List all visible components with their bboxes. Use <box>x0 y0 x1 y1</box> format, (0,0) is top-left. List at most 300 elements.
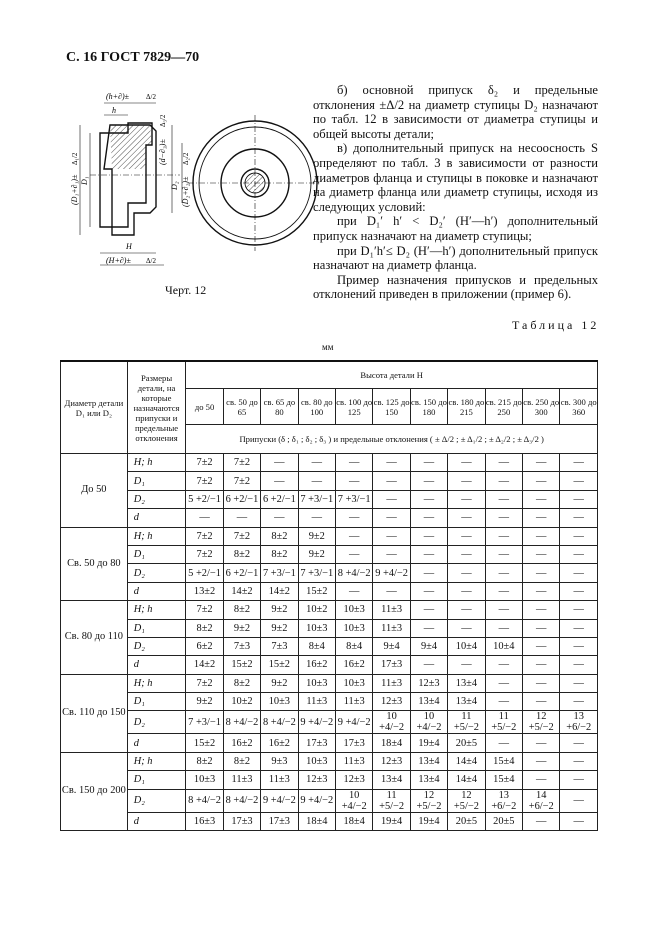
allowance-cell: — <box>410 490 447 508</box>
allowance-cell: — <box>448 601 485 619</box>
size-parameter: D₂ <box>127 789 186 812</box>
allowance-cell: 17±3 <box>298 734 335 752</box>
allowance-cell: — <box>523 527 560 545</box>
allowance-cell: 9±2 <box>298 527 335 545</box>
size-parameter: d <box>127 656 186 674</box>
allowance-cell: — <box>485 656 522 674</box>
allowance-cell: — <box>448 564 485 582</box>
allowance-cell: 11±3 <box>298 693 335 711</box>
allowance-cell: — <box>448 582 485 600</box>
allowance-cell: 12±3 <box>298 771 335 789</box>
allowance-cell: — <box>560 734 598 752</box>
label-d2-b: (D₂+∂₂)± <box>181 176 190 207</box>
height-range-header: св. 50 до 65 <box>223 389 260 425</box>
allowance-cell: 8±2 <box>223 545 260 563</box>
allowance-cell: — <box>523 545 560 563</box>
diameter-group-label: Св. 150 до 200 <box>61 752 128 830</box>
allowance-cell: — <box>560 619 598 637</box>
size-parameter: H; h <box>127 454 186 472</box>
allowance-cell: 9±2 <box>298 545 335 563</box>
allowance-cell: 13 +6/−2 <box>560 711 598 734</box>
label-top-frac: Δ/2 <box>146 93 156 101</box>
allowance-cell: 11±3 <box>335 752 372 770</box>
allowance-cell: 19±4 <box>410 812 447 830</box>
table-row <box>61 812 598 830</box>
allowance-cell: 7±2 <box>223 527 260 545</box>
allowance-cell: 7±2 <box>223 454 260 472</box>
allowance-cell: 10±3 <box>186 771 223 789</box>
allowance-cell: — <box>448 454 485 472</box>
allowance-cell: 8±4 <box>335 637 372 655</box>
allowance-cell: 9±2 <box>223 619 260 637</box>
allowance-cell: — <box>560 789 598 812</box>
table-row <box>61 545 598 563</box>
allowance-cell: 17±3 <box>261 812 298 830</box>
size-parameter: H; h <box>127 601 186 619</box>
allowance-cell: 18±4 <box>335 812 372 830</box>
allowance-cell: 8±2 <box>261 527 298 545</box>
allowance-cell: 8±2 <box>223 752 260 770</box>
allowance-cell: — <box>485 693 522 711</box>
allowance-cell: — <box>485 734 522 752</box>
table-unit: мм <box>322 342 334 352</box>
height-range-header: св. 80 до 100 <box>298 389 335 425</box>
allowance-cell: — <box>560 527 598 545</box>
diameter-group-label: Св. 80 до 110 <box>61 601 128 675</box>
allowance-cell: 9 +4/−2 <box>335 711 372 734</box>
allowance-cell: 15±4 <box>485 771 522 789</box>
allowance-cell: 11±3 <box>373 619 410 637</box>
allowance-cell: — <box>335 582 372 600</box>
size-parameter: D₂ <box>127 490 186 508</box>
allowance-cell: — <box>410 619 447 637</box>
allowance-cell: — <box>261 472 298 490</box>
allowance-cell: 10±3 <box>298 674 335 692</box>
allowance-cell: — <box>560 771 598 789</box>
allowance-cell: — <box>373 454 410 472</box>
table-row <box>61 472 598 490</box>
allowance-cell: — <box>448 472 485 490</box>
paragraph-cond1: при D₁′ h′ < D₂′ (H′—h′) дополнительный припуск назначают на диаметр ступицы; <box>313 214 598 243</box>
allowance-cell: 14±2 <box>223 582 260 600</box>
allowance-cell: — <box>298 472 335 490</box>
allowance-cell: 7 +3/−1 <box>298 564 335 582</box>
size-parameter: D₁ <box>127 693 186 711</box>
allowance-cell: — <box>410 656 447 674</box>
allowance-cell: — <box>373 509 410 527</box>
allowance-cell: — <box>485 619 522 637</box>
allowance-cell: 9 +4/−2 <box>373 564 410 582</box>
allowance-cell: 6 +2/−1 <box>261 490 298 508</box>
allowance-cell: 7±2 <box>186 454 223 472</box>
table-row <box>61 527 598 545</box>
allowance-cell: 20±5 <box>448 734 485 752</box>
label-top-dim: (h+∂)± <box>106 92 130 101</box>
allowance-cell: 15±2 <box>186 734 223 752</box>
allowance-cell: 5 +2/−1 <box>186 564 223 582</box>
allowance-cell: 8±2 <box>223 674 260 692</box>
allowance-cell: 7±2 <box>186 674 223 692</box>
size-parameter: D₁ <box>127 619 186 637</box>
allowance-cell: 12±3 <box>373 693 410 711</box>
allowance-cell: 12±3 <box>373 752 410 770</box>
allowance-cell: 7±3 <box>261 637 298 655</box>
table-row <box>61 619 598 637</box>
allowance-cell: 7 +3/−1 <box>186 711 223 734</box>
allowance-cell: 8±2 <box>261 545 298 563</box>
allowance-cell: 13±4 <box>448 693 485 711</box>
height-range-header: св. 65 до 80 <box>261 389 298 425</box>
allowance-cell: — <box>410 509 447 527</box>
table-row <box>61 656 598 674</box>
label-right-d-frac: Δ₃/2 <box>159 114 167 127</box>
table-row <box>61 771 598 789</box>
allowance-cell: 9 +4/−2 <box>298 711 335 734</box>
height-range-header: св. 100 до 125 <box>335 389 372 425</box>
table-row <box>61 601 598 619</box>
label-left-outer-frac: Δ₁/2 <box>71 152 79 165</box>
allowance-cell: — <box>485 454 522 472</box>
allowance-cell: 10±4 <box>448 637 485 655</box>
allowance-cell: 13±4 <box>410 693 447 711</box>
allowance-cell: 8±2 <box>186 619 223 637</box>
size-parameter: d <box>127 812 186 830</box>
allowance-cell: 7±2 <box>223 472 260 490</box>
allowance-cell: — <box>523 472 560 490</box>
allowance-cell: — <box>523 490 560 508</box>
allowance-cell: 12±3 <box>410 674 447 692</box>
label-bottom-dim: (H+∂)± <box>106 256 131 265</box>
allowance-cell: 9±3 <box>261 752 298 770</box>
allowance-cell: 8 +4/−2 <box>186 789 223 812</box>
allowance-table <box>60 360 598 831</box>
allowance-header: Припуски (δ ; δ₁ ; δ₂ ; δ₃ ) и предельные отклонения ( ± Δ/2 ; ± Δ₁/2 ; ± Δ₂/2 ; ± Δ₃/2 ) <box>186 425 598 454</box>
allowance-cell: 12 +5/−2 <box>448 789 485 812</box>
allowance-cell: 17±3 <box>223 812 260 830</box>
allowance-cell: 14 +6/−2 <box>523 789 560 812</box>
allowance-cell: — <box>410 545 447 563</box>
allowance-cell: 16±2 <box>335 656 372 674</box>
size-parameter: D₂ <box>127 637 186 655</box>
body-text <box>313 83 598 302</box>
size-parameter: D₂ <box>127 711 186 734</box>
allowance-cell: 11±3 <box>335 693 372 711</box>
allowance-cell: — <box>485 545 522 563</box>
allowance-cell: 8 +4/−2 <box>223 789 260 812</box>
allowance-cell: 12 +5/−2 <box>523 711 560 734</box>
size-parameter: H; h <box>127 674 186 692</box>
allowance-cell: — <box>523 601 560 619</box>
allowance-cell: 18±4 <box>298 812 335 830</box>
allowance-cell: — <box>485 472 522 490</box>
allowance-cell: — <box>560 601 598 619</box>
allowance-cell: — <box>448 656 485 674</box>
allowance-cell: 11 +5/−2 <box>448 711 485 734</box>
allowance-cell: — <box>373 582 410 600</box>
size-parameter: H; h <box>127 752 186 770</box>
allowance-cell: 14±4 <box>448 752 485 770</box>
allowance-cell: — <box>448 490 485 508</box>
col-sizes-header: Размеры детали, на которые назначаются припуски и предельные отклонения <box>127 361 186 454</box>
allowance-cell: 7±2 <box>186 472 223 490</box>
allowance-cell: — <box>335 545 372 563</box>
size-parameter: D₁ <box>127 771 186 789</box>
diameter-group-label: Св. 50 до 80 <box>61 527 128 601</box>
allowance-cell: 17±3 <box>373 656 410 674</box>
allowance-cell: — <box>523 637 560 655</box>
allowance-cell: — <box>410 472 447 490</box>
height-range-header: св. 250 до 300 <box>523 389 560 425</box>
allowance-cell: — <box>523 582 560 600</box>
allowance-cell: 9±2 <box>261 674 298 692</box>
allowance-cell: 16±3 <box>186 812 223 830</box>
allowance-cell: 11±3 <box>373 601 410 619</box>
size-parameter: d <box>127 734 186 752</box>
allowance-cell: — <box>523 509 560 527</box>
allowance-cell: — <box>261 509 298 527</box>
allowance-cell: — <box>523 693 560 711</box>
paragraph-v: в) дополнительный припуск на несоосность S определяют по табл. 3 в зависимости от разности диаметров фланца и ступицы в поковке и назначают на диаметр фланца или диаметр ступицы, исходя из следующих условий: <box>313 141 598 214</box>
allowance-cell: 13±4 <box>410 771 447 789</box>
allowance-cell: — <box>523 752 560 770</box>
label-d2-a: D₂ <box>170 181 179 190</box>
allowance-cell: — <box>410 454 447 472</box>
col-diameter-header: Диаметр детали D₁ или D₂ <box>61 361 128 454</box>
height-range-header: св. 215 до 250 <box>485 389 522 425</box>
size-parameter: d <box>127 582 186 600</box>
allowance-cell: 20±5 <box>485 812 522 830</box>
allowance-cell: — <box>523 454 560 472</box>
allowance-cell: 12±3 <box>335 771 372 789</box>
allowance-cell: 8 +4/−2 <box>223 711 260 734</box>
allowance-cell: 11±3 <box>261 771 298 789</box>
allowance-cell: 13±4 <box>373 771 410 789</box>
allowance-cell: — <box>523 812 560 830</box>
allowance-cell: 9±2 <box>186 693 223 711</box>
size-parameter: H; h <box>127 527 186 545</box>
height-range-header: св. 180 до 215 <box>448 389 485 425</box>
table-row <box>61 582 598 600</box>
allowance-cell: 17±3 <box>335 734 372 752</box>
allowance-cell: — <box>523 771 560 789</box>
allowance-cell: — <box>560 545 598 563</box>
allowance-cell: — <box>560 812 598 830</box>
allowance-cell: 10 +4/−2 <box>410 711 447 734</box>
allowance-cell: — <box>560 674 598 692</box>
allowance-cell: 10±3 <box>298 619 335 637</box>
allowance-cell: — <box>485 582 522 600</box>
size-parameter: D₁ <box>127 472 186 490</box>
allowance-cell: 14±4 <box>448 771 485 789</box>
allowance-cell: — <box>523 656 560 674</box>
allowance-cell: — <box>223 509 260 527</box>
allowance-cell: 7±2 <box>186 545 223 563</box>
allowance-cell: — <box>298 454 335 472</box>
allowance-cell: — <box>560 656 598 674</box>
label-right-d: (d−∂₃)± <box>158 139 167 165</box>
allowance-cell: — <box>186 509 223 527</box>
allowance-cell: 13±4 <box>448 674 485 692</box>
size-parameter: d <box>127 509 186 527</box>
allowance-cell: 10±3 <box>335 601 372 619</box>
allowance-cell: 9±2 <box>261 601 298 619</box>
allowance-cell: — <box>560 693 598 711</box>
table-row <box>61 509 598 527</box>
allowance-cell: — <box>373 545 410 563</box>
allowance-cell: — <box>523 619 560 637</box>
allowance-cell: — <box>560 454 598 472</box>
allowance-cell: 6±2 <box>186 637 223 655</box>
allowance-cell: 14±2 <box>261 582 298 600</box>
allowance-cell: 15±4 <box>485 752 522 770</box>
allowance-cell: — <box>523 674 560 692</box>
allowance-cell: 8 +4/−2 <box>261 711 298 734</box>
allowance-cell: — <box>335 509 372 527</box>
height-header: Высота детали H <box>186 361 598 389</box>
allowance-cell: 10±2 <box>223 693 260 711</box>
technical-drawing <box>60 85 320 295</box>
allowance-cell: — <box>448 619 485 637</box>
allowance-cell: — <box>485 601 522 619</box>
allowance-cell: 9 +4/−2 <box>298 789 335 812</box>
allowance-cell: 16±2 <box>223 734 260 752</box>
height-range-header: до 50 <box>186 389 223 425</box>
allowance-cell: 9±4 <box>410 637 447 655</box>
allowance-cell: 10±3 <box>261 693 298 711</box>
allowance-cell: 19±4 <box>410 734 447 752</box>
allowance-cell: — <box>560 582 598 600</box>
height-range-header: св. 125 до 150 <box>373 389 410 425</box>
allowance-cell: 9±2 <box>261 619 298 637</box>
allowance-cell: 8±2 <box>223 601 260 619</box>
allowance-cell: — <box>485 527 522 545</box>
allowance-cell: 6 +2/−1 <box>223 564 260 582</box>
allowance-cell: 12 +5/−2 <box>410 789 447 812</box>
allowance-cell: — <box>560 637 598 655</box>
allowance-cell: 16±2 <box>261 734 298 752</box>
allowance-cell: — <box>485 674 522 692</box>
allowance-cell: 10±4 <box>485 637 522 655</box>
size-parameter: D₁ <box>127 545 186 563</box>
size-parameter: D₂ <box>127 564 186 582</box>
label-bottom-h: H <box>126 242 132 251</box>
allowance-cell: 10±3 <box>335 619 372 637</box>
allowance-cell: — <box>410 527 447 545</box>
allowance-cell: 13±2 <box>186 582 223 600</box>
allowance-cell: — <box>485 564 522 582</box>
allowance-cell: 7±3 <box>223 637 260 655</box>
allowance-cell: 11±3 <box>223 771 260 789</box>
allowance-cell: 8 +4/−2 <box>335 564 372 582</box>
allowance-cell: 7 +3/−1 <box>298 490 335 508</box>
allowance-cell: 14±2 <box>186 656 223 674</box>
allowance-cell: 15±2 <box>298 582 335 600</box>
allowance-cell: 15±2 <box>223 656 260 674</box>
allowance-cell: 7 +3/−1 <box>261 564 298 582</box>
allowance-cell: — <box>335 527 372 545</box>
allowance-cell: 13±4 <box>410 752 447 770</box>
allowance-cell: — <box>523 734 560 752</box>
allowance-cell: 9±4 <box>373 637 410 655</box>
page-header: С. 16 ГОСТ 7829—70 <box>66 50 200 65</box>
allowance-cell: 7±2 <box>186 527 223 545</box>
height-range-header: св. 150 до 180 <box>410 389 447 425</box>
allowance-cell: 5 +2/−1 <box>186 490 223 508</box>
allowance-cell: — <box>485 509 522 527</box>
allowance-cell: 11 +5/−2 <box>373 789 410 812</box>
diameter-group-label: Св. 110 до 150 <box>61 674 128 752</box>
allowance-cell: — <box>560 472 598 490</box>
allowance-cell: 10 +4/−2 <box>373 711 410 734</box>
allowance-cell: — <box>410 564 447 582</box>
table-title: Таблица 12 <box>512 318 600 332</box>
allowance-cell: — <box>373 490 410 508</box>
allowance-cell: — <box>335 454 372 472</box>
figure-caption: Черт. 12 <box>165 283 207 297</box>
paragraph-cond2: при D₁′h′≤ D₂ (H′—h′) дополнительный припуск назначают на диаметр фланца. <box>313 243 598 273</box>
allowance-cell: — <box>298 509 335 527</box>
table-row <box>61 674 598 692</box>
allowance-cell: — <box>373 527 410 545</box>
allowance-cell: — <box>448 527 485 545</box>
table-row <box>61 564 598 582</box>
label-d2-frac: Δ₂/2 <box>182 152 190 165</box>
allowance-cell: 7±2 <box>186 601 223 619</box>
allowance-cell: 10±3 <box>298 752 335 770</box>
allowance-cell: 10 +4/−2 <box>335 789 372 812</box>
allowance-cell: 10±3 <box>335 674 372 692</box>
label-left-outer: (D₁+∂₁)± <box>70 174 79 205</box>
height-range-header: св. 300 до 360 <box>560 389 598 425</box>
allowance-cell: 20±5 <box>448 812 485 830</box>
allowance-cell: — <box>523 564 560 582</box>
label-bottom-frac: Δ/2 <box>146 257 156 265</box>
label-h: h <box>112 106 116 115</box>
allowance-cell: — <box>560 490 598 508</box>
table-row <box>61 693 598 711</box>
table-row <box>61 454 598 472</box>
allowance-cell: 11±3 <box>373 674 410 692</box>
label-d1: D₁ <box>80 176 89 185</box>
allowance-cell: — <box>448 545 485 563</box>
allowance-cell: 7 +3/−1 <box>335 490 372 508</box>
allowance-cell: 18±4 <box>373 734 410 752</box>
allowance-cell: — <box>560 564 598 582</box>
allowance-cell: 8±4 <box>298 637 335 655</box>
allowance-cell: — <box>560 509 598 527</box>
allowance-cell: — <box>373 472 410 490</box>
allowance-cell: 19±4 <box>373 812 410 830</box>
allowance-cell: 15±2 <box>261 656 298 674</box>
allowance-cell: 13 +6/−2 <box>485 789 522 812</box>
allowance-cell: — <box>448 509 485 527</box>
table-row <box>61 490 598 508</box>
allowance-cell: — <box>261 454 298 472</box>
allowance-cell: — <box>560 752 598 770</box>
allowance-cell: — <box>335 472 372 490</box>
allowance-cell: 8±2 <box>186 752 223 770</box>
table-row <box>61 734 598 752</box>
table-row <box>61 789 598 812</box>
allowance-cell: 9 +4/−2 <box>261 789 298 812</box>
diameter-group-label: До 50 <box>61 454 128 528</box>
allowance-cell: 10±2 <box>298 601 335 619</box>
paragraph-b: б) основной припуск δ₂ и предельные отклонения ±Δ/2 на диаметр ступицы D₂ назначают по табл. 12 в зависимости от диаметра ступицы и общей высоты детали; <box>313 83 598 141</box>
allowance-cell: 16±2 <box>298 656 335 674</box>
front-view <box>188 115 320 251</box>
allowance-cell: 11 +5/−2 <box>485 711 522 734</box>
table-row <box>61 752 598 770</box>
